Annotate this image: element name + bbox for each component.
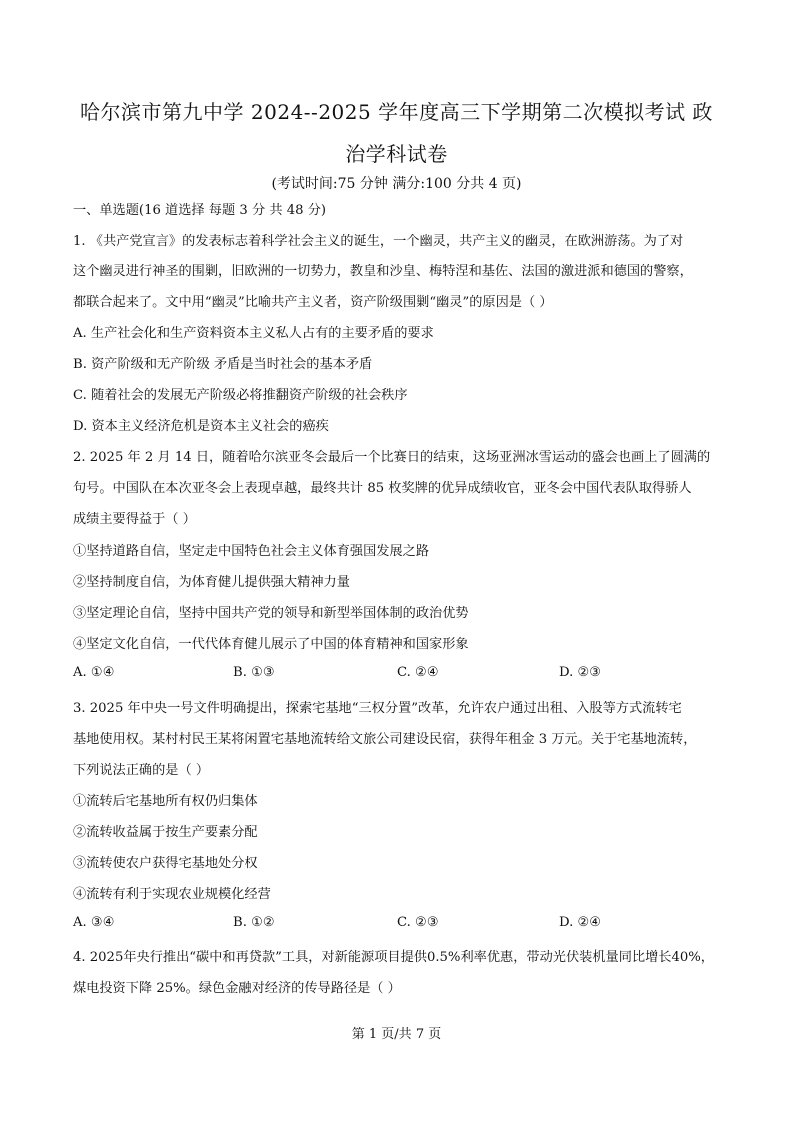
question-1-option-c: C. 随着社会的发展无产阶级必将推翻资产阶级的社会秩序 (73, 388, 408, 403)
question-3-choice-a: A. ③④ (73, 915, 115, 930)
section-heading: 一、单选题(16 道选择 每题 3 分 共 48 分) (73, 203, 327, 218)
question-3-choice-c: C. ②③ (397, 915, 439, 930)
question-1-option-d: D. 资本主义经济危机是资本主义社会的癌疾 (73, 419, 329, 434)
exam-title-line-1: 哈尔滨市第九中学 2024--2025 学年度高三下学期第二次模拟考试 政 (80, 100, 713, 124)
question-3-item-3: ③流转使农户获得宅基地处分权 (73, 856, 258, 871)
question-3-item-1: ①流转后宅基地所有权仍归集体 (73, 794, 258, 809)
question-2-item-2: ②坚持制度自信，为体育健儿提供强大精神力量 (73, 575, 350, 590)
question-1-option-a: A. 生产社会化和生产资料资本主义私人占有的主要矛盾的要求 (73, 326, 434, 341)
question-1-stem-line-3: 都联合起来了。文中用“幽灵”比喻共产主义者，资产阶级围剿“幽灵”的原因是（ ） (73, 295, 553, 310)
question-2-item-4: ④坚定文化自信，一代代体育健儿展示了中国的体育精神和国家形象 (73, 637, 469, 652)
question-3-item-4: ④流转有利于实现农业规模化经营 (73, 887, 271, 902)
question-2-stem-line-3: 成绩主要得益于（ ） (73, 512, 196, 527)
question-2-choice-d: D. ②③ (559, 665, 602, 680)
question-3-stem-line-2: 基地使用权。某村村民王某将闲置宅基地流转给文旅公司建设民宿，获得年租金 3 万元。关于宅基地流转， (73, 732, 697, 747)
question-2-choice-a: A. ①④ (73, 665, 115, 680)
question-3-item-2: ②流转收益属于按生产要素分配 (73, 825, 258, 840)
question-3-choice-d: D. ②④ (559, 915, 602, 930)
question-3-choice-b: B. ①② (233, 915, 275, 930)
exam-subtitle: (考试时间:75 分钟 满分:100 分共 4 页) (271, 176, 522, 192)
question-1-stem-line-2: 这个幽灵进行神圣的围剿，旧欧洲的一切势力，教皇和沙皇、梅特涅和基佐、法国的激进派和德国的警察， (73, 264, 693, 279)
page-footer: 第 1 页/共 7 页 (351, 1027, 442, 1042)
question-2-stem-line-1: 2. 2025 年 2 月 14 日，随着哈尔滨亚冬会最后一个比赛日的结束，这场亚洲冰雪运动的盛会也画上了圆满的 (73, 450, 711, 465)
question-1-option-b: B. 资产阶级和无产阶级 矛盾是当时社会的基本矛盾 (73, 357, 373, 372)
exam-title-line-2: 治学科试卷 (345, 142, 448, 166)
question-2-choice-c: C. ②④ (397, 665, 439, 680)
question-3-stem-line-1: 3. 2025 年中央一号文件明确提出，探索宅基地“三权分置”改革，允许农户通过出租、入股等方式流转宅 (73, 701, 682, 716)
question-1-stem-line-1: 1. 《共产党宣言》的发表标志着科学社会主义的诞生，一个幽灵，共产主义的幽灵，在欧洲游荡。为了对 (73, 234, 684, 249)
question-4-stem-line-1: 4. 2025年央行推出“碳中和再贷款”工具，对新能源项目提供0.5%利率优惠，带动光伏装机量同比增长40%， (73, 950, 714, 965)
question-2-stem-line-2: 句号。中国队在本次亚冬会上表现卓越，最终共计 85 枚奖牌的优异成绩收官，亚冬会中国代表队取得骄人 (73, 481, 692, 496)
question-2-item-3: ③坚定理论自信，坚持中国共产党的领导和新型举国体制的政治优势 (73, 606, 469, 621)
question-3-stem-line-3: 下列说法正确的是（ ） (73, 763, 210, 778)
question-4-stem-line-2: 煤电投资下降 25%。绿色金融对经济的传导路径是（ ） (73, 981, 401, 996)
question-2-item-1: ①坚持道路自信，坚定走中国特色社会主义体育强国发展之路 (73, 544, 430, 559)
question-2-choice-b: B. ①③ (233, 665, 275, 680)
